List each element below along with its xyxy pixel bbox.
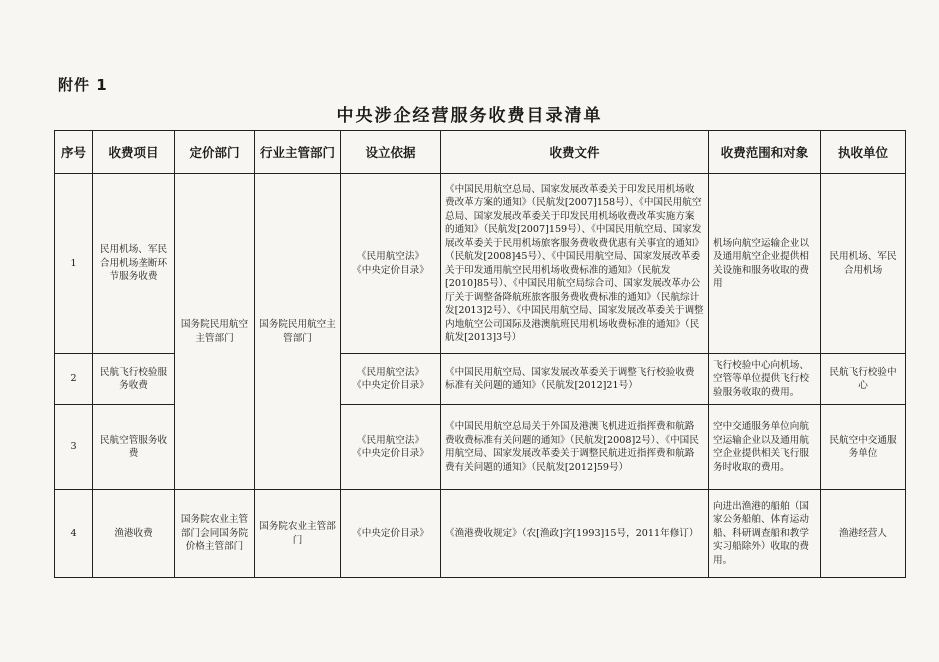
basis-line: 《中央定价目录》 [352, 527, 429, 539]
row-item: 民用机场、军民合用机场垄断环节服务收费 [93, 174, 175, 354]
header-docs: 收费文件 [441, 131, 709, 174]
basis-line: 《中央定价目录》 [352, 264, 429, 276]
row-seq: 1 [55, 174, 93, 354]
header-scope: 收费范围和对象 [709, 131, 821, 174]
row-basis [341, 354, 441, 405]
row-scope: 飞行校验中心向机场、空管等单位提供飞行校验服务收取的费用。 [709, 354, 821, 405]
row-item: 民航空管服务收费 [93, 405, 175, 490]
row-basis [341, 174, 441, 354]
row-basis [341, 490, 441, 578]
basis-line: 《民用航空法》 [356, 251, 425, 262]
header-pricing-dept: 定价部门 [175, 131, 255, 174]
industry-dept-merged: 国务院民用航空主管部门 [255, 174, 341, 490]
header-seq: 序号 [55, 131, 93, 174]
row-exec-unit: 民航空中交通服务单位 [821, 405, 906, 490]
row-docs: 《渔港费收规定》（农[渔政]字[1993]15号，2011年修订） [441, 490, 709, 578]
row-basis [341, 405, 441, 490]
fee-catalog-table [54, 130, 906, 578]
row-scope: 机场向航空运输企业以及通用航空企业提供相关设施和服务收取的费用 [709, 174, 821, 354]
row-seq: 2 [55, 354, 93, 405]
header-exec-unit: 执收单位 [821, 131, 906, 174]
header-row [55, 131, 906, 174]
header-industry-dept: 行业主管部门 [255, 131, 341, 174]
table-row [55, 490, 906, 578]
row-item: 民航飞行校验服务收费 [93, 354, 175, 405]
row-scope: 空中交通服务单位向航空运输企业以及通用航空企业提供相关飞行服务时收取的费用。 [709, 405, 821, 490]
row-item: 渔港收费 [93, 490, 175, 578]
basis-line: 《民用航空法》 [356, 434, 425, 446]
header-item: 收费项目 [93, 131, 175, 174]
row-industry-dept: 国务院农业主管部门 [255, 490, 341, 578]
basis-line: 《中央定价目录》 [352, 380, 429, 391]
row-exec-unit: 渔港经营人 [821, 490, 906, 578]
row-pricing-dept: 国务院农业主管部门会同国务院价格主管部门 [175, 490, 255, 578]
row-docs: 《中国民用航空局、国家发展改革委关于调整飞行校验收费标准有关问题的通知》（民航发[2012]21号） [441, 354, 709, 405]
row-seq: 3 [55, 405, 93, 490]
row-docs: 《中国民用航空总局、国家发展改革委关于印发民用机场收费改革方案的通知》（民航发[2007]158号）、《中国民用航空总局、国家发展改革委关于印发民用机场收费改革实施方案的通知》（民航发[2007]159号）、《中国民用航空局、国家发展改革委关于民用机场旅客服务费收费优惠有关事宜的通知》（民航发[2008]45号）、《中国民用航空局、国家发展改革委关于印发通用航空民用机场收费标准的通知》（民航发[2010]85号）、《中国民用航空局综合司、国家发展改革办公厅关于调整备降航班旅客服务费收费标准的通知》（民航综计发[2013]2号）、《中国民用航空局、国家发展改革委关于调整内地航空公司国际及港澳航班民用机场收费标准的通知》（民航发[2013]3号） [441, 174, 709, 354]
row-exec-unit: 民航飞行校验中心 [821, 354, 906, 405]
row-exec-unit: 民用机场、军民合用机场 [821, 174, 906, 354]
row-scope: 向进出渔港的船舶（国家公务船舶、体育运动船、科研调查船和教学实习船除外）收取的费用。 [709, 490, 821, 578]
row-docs: 《中国民用航空总局关于外国及港澳飞机进近指挥费和航路费收费标准有关问题的通知》（民航发[2008]2号）、《中国民用航空局、国家发展改革委关于调整民航进近指挥费和航路费有关问题的通知》（民航发[2012]59号） [441, 405, 709, 490]
table-row [55, 174, 906, 354]
header-basis: 设立依据 [341, 131, 441, 174]
basis-line: 《民用航空法》 [356, 366, 425, 378]
document-title: 中央涉企经营服务收费目录清单 [336, 106, 603, 126]
attachment-label: 附件 1 [58, 76, 108, 94]
pricing-dept-merged: 国务院民用航空主管部门 [175, 174, 255, 490]
basis-line: 《中央定价目录》 [352, 448, 429, 459]
row-seq: 4 [55, 490, 93, 578]
